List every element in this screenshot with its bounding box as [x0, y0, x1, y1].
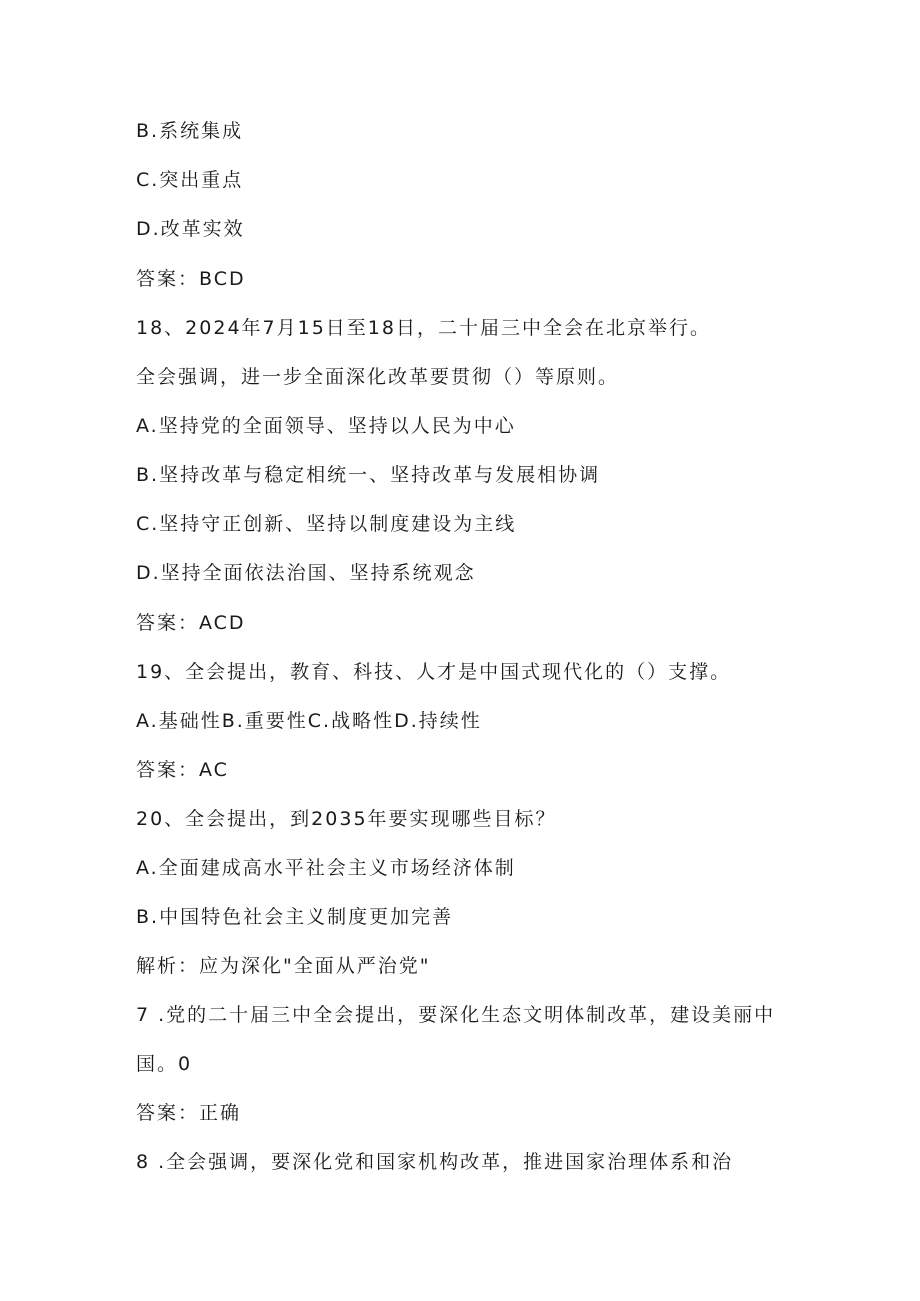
- question-18-line-1: 18、2024年7月15日至18日，二十届三中全会在北京举行。: [136, 317, 711, 339]
- option-b-system-integration: B.系统集成: [136, 120, 244, 142]
- question-19: 19、全会提出，教育、科技、人才是中国式现代化的（）支撑。: [136, 661, 732, 683]
- option-a: A.坚持党的全面领导、坚持以人民为中心: [136, 415, 516, 437]
- question-18-line-2: 全会强调，进一步全面深化改革要贯彻（）等原则。: [136, 366, 620, 388]
- option-d: D.坚持全面依法治国、坚持系统观念: [136, 562, 476, 584]
- option-d-reform-effect: D.改革实效: [136, 218, 245, 240]
- question-7-line-1: 7 .党的二十届三中全会提出，要深化生态文明体制改革，建设美丽中: [136, 1004, 776, 1026]
- answer-line: 答案：ACD: [136, 612, 246, 634]
- answer-line: 答案：BCD: [136, 268, 246, 290]
- option-c: C.坚持守正创新、坚持以制度建设为主线: [136, 513, 517, 535]
- option-c-highlight-focus: C.突出重点: [136, 169, 244, 191]
- analysis-line: 解析：应为深化"全面从严治党": [136, 955, 431, 977]
- question-8-line-1: 8 .全会强调，要深化党和国家机构改革，推进国家治理体系和治: [136, 1151, 734, 1173]
- question-20: 20、全会提出，到2035年要实现哪些目标？: [136, 808, 557, 830]
- option-a: A.全面建成高水平社会主义市场经济体制: [136, 857, 516, 879]
- answer-line: 答案：正确: [136, 1102, 242, 1124]
- question-19-options: A.基础性B.重要性C.战略性D.持续性: [136, 710, 482, 732]
- option-b: B.坚持改革与稳定相统一、坚持改革与发展相协调: [136, 464, 601, 486]
- option-b: B.中国特色社会主义制度更加完善: [136, 906, 454, 928]
- answer-line: 答案：AC: [136, 759, 229, 781]
- question-7-line-2: 国。0: [136, 1053, 193, 1075]
